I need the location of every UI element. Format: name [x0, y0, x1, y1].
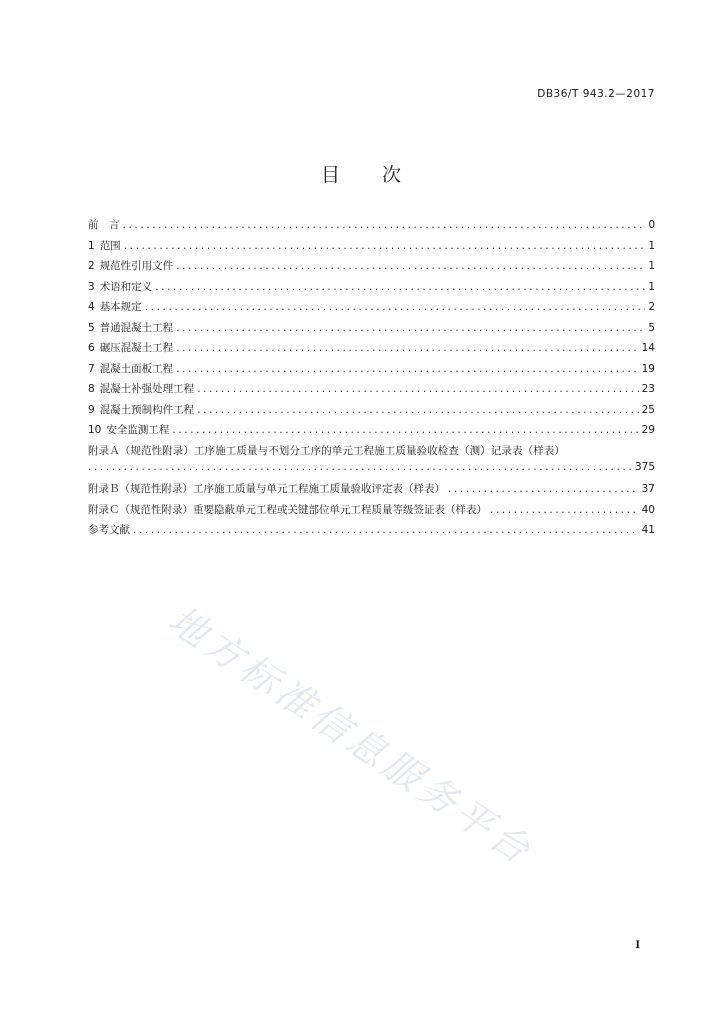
- toc-entry-number: 6: [88, 342, 95, 354]
- toc-entry-page: 14: [641, 342, 655, 354]
- table-of-contents: [88, 217, 655, 543]
- toc-leader-dots: [123, 219, 646, 231]
- toc-entry-page: 1: [648, 260, 655, 272]
- toc-title-right: 次: [382, 164, 404, 186]
- toc-entry-number: 2: [88, 260, 95, 272]
- toc-entry-number: 8: [88, 383, 95, 395]
- standard-code: DB36/T 943.2—2017: [537, 88, 655, 100]
- toc-entry-label: 附录Ａ（规范性附录）工序施工质量与不划分工序的单元工程施工质量验收检查（测）记录表（样表）: [88, 444, 565, 457]
- toc-leader-dots: [155, 281, 645, 293]
- toc-entry-label: 规范性引用文件: [99, 260, 174, 272]
- toc-entry-concrete-face-slab[interactable]: [88, 361, 655, 382]
- toc-entry-label: 混凝土补强处理工程: [99, 383, 195, 395]
- toc-entry-label: 参考文献: [88, 524, 130, 536]
- toc-leader-dots: [176, 363, 638, 375]
- toc-entry-label: 安全监测工程: [106, 424, 170, 436]
- toc-entry-appendix-a[interactable]: [88, 443, 655, 482]
- toc-entry-page: 23: [641, 383, 655, 395]
- toc-entry-safety-monitoring[interactable]: [88, 422, 655, 443]
- toc-entry-page: 1: [648, 280, 655, 293]
- toc-entry-label: 前 言: [88, 219, 120, 231]
- toc-entry-label: 附录Ｂ（规范性附录）工序施工质量与单元工程施工质量验收评定表（样表）: [88, 483, 445, 495]
- toc-entry-number: 5: [88, 321, 95, 334]
- toc-entry-page: 0: [648, 219, 655, 231]
- toc-entry-label: 普通混凝土工程: [99, 321, 174, 334]
- toc-leader-dots: [176, 260, 645, 272]
- toc-leader-dots: [124, 240, 646, 252]
- toc-leader-dots: [490, 504, 639, 516]
- toc-entry-page: 37: [641, 483, 655, 495]
- toc-entry-page: 29: [641, 424, 655, 436]
- toc-entry-page: 1: [648, 239, 655, 252]
- toc-entry-number: 3: [88, 280, 95, 293]
- toc-entry-precast-concrete[interactable]: [88, 402, 655, 423]
- toc-entry-page: 5: [648, 321, 655, 334]
- toc-entry-page: 375: [634, 460, 655, 473]
- toc-entry-label: 混凝土预制构件工程: [99, 403, 195, 416]
- toc-title: [0, 160, 724, 187]
- toc-entry-normative-references[interactable]: [88, 258, 655, 279]
- toc-entry-terms-definitions[interactable]: [88, 279, 655, 300]
- toc-entry-foreword[interactable]: [88, 217, 655, 238]
- toc-entry-roller-compacted-concrete[interactable]: [88, 340, 655, 361]
- toc-entry-label: 混凝土面板工程: [99, 362, 174, 375]
- page-number: I: [635, 940, 640, 951]
- toc-entry-page: 2: [648, 301, 655, 313]
- toc-entry-page: 40: [641, 503, 655, 516]
- toc-leader-dots: [197, 383, 638, 395]
- toc-entry-references[interactable]: [88, 522, 655, 543]
- toc-entry-label: 基本规定: [99, 301, 142, 313]
- toc-leader-dots: [197, 404, 638, 416]
- toc-entry-label: 术语和定义: [99, 280, 153, 293]
- toc-entry-label: 碾压混凝土工程: [99, 342, 174, 354]
- toc-leader-dots: [88, 461, 632, 473]
- toc-entry-page: 25: [641, 403, 655, 416]
- toc-leader-dots: [133, 524, 639, 536]
- toc-entry-number: 7: [88, 362, 95, 375]
- toc-leader-dots: [176, 342, 638, 354]
- toc-entry-page: 19: [641, 362, 655, 375]
- toc-title-left: 目: [320, 164, 342, 186]
- toc-entry-number: 9: [88, 403, 95, 416]
- toc-entry-ordinary-concrete[interactable]: [88, 320, 655, 341]
- toc-leader-dots: [145, 301, 646, 313]
- toc-leader-dots: [172, 424, 638, 436]
- toc-entry-page: 41: [641, 524, 655, 536]
- toc-entry-label: 范围: [99, 239, 121, 252]
- toc-entry-concrete-repair[interactable]: [88, 381, 655, 402]
- toc-leader-dots: [176, 322, 645, 334]
- toc-entry-scope[interactable]: [88, 238, 655, 259]
- toc-entry-number: 10: [88, 424, 102, 436]
- toc-entry-appendix-b[interactable]: [88, 481, 655, 502]
- toc-entry-appendix-c[interactable]: [88, 502, 655, 523]
- toc-leader-dots: [448, 483, 639, 495]
- toc-entry-number: 1: [88, 239, 95, 252]
- toc-entry-basic-provisions[interactable]: [88, 299, 655, 320]
- watermark-text: 地方标准信息服务平台: [160, 597, 542, 875]
- toc-entry-number: 4: [88, 301, 95, 313]
- toc-entry-label: 附录Ｃ（规范性附录）重要隐蔽单元工程或关键部位单元工程质量等级签证表（样表）: [88, 503, 487, 516]
